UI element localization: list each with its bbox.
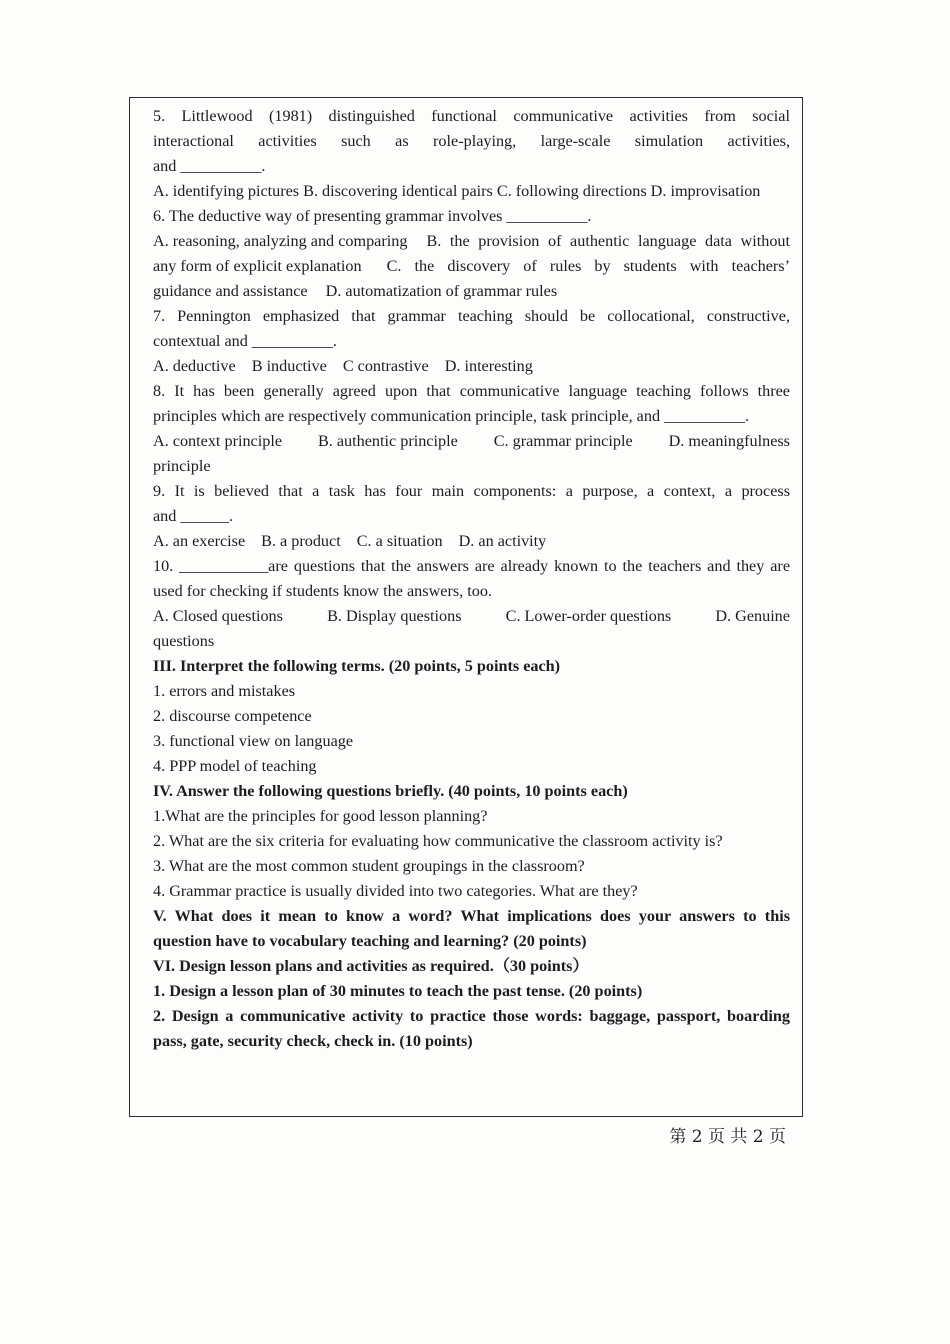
- question-5-options: A. identifying pictures B. discovering identical pairs C. following directions D. improvisation: [153, 182, 761, 200]
- section-3-item: 1. errors and mistakes: [153, 682, 296, 700]
- question-7-stem-line: 7. Pennington emphasized that grammar teaching should be collocational, constructive,: [153, 307, 790, 325]
- question-6-options-line: [153, 279, 790, 304]
- question-6: [153, 204, 790, 304]
- question-5-stem-line: 5. Littlewood (1981) distinguished functional communicative activities from social: [153, 107, 790, 125]
- question-9-option-c: C. a situation: [356, 532, 443, 550]
- question-5: [153, 104, 790, 204]
- question-5-stem-line: interactional activities such as role-playing, large-scale simulation activities,: [153, 132, 790, 150]
- question-7-option-b: B inductive: [251, 357, 327, 375]
- question-6-option-b-continued: any form of explicit explanation: [153, 257, 362, 275]
- question-6-options-line: [153, 229, 790, 254]
- question-9-option-d: D. an activity: [458, 532, 547, 550]
- question-8-option-d: D. meaningfulness: [668, 432, 790, 450]
- question-5-stem-line: and __________.: [153, 157, 266, 175]
- question-10-option-a: A. Closed questions: [153, 607, 283, 625]
- question-8-options-line: [153, 429, 790, 454]
- question-6-option-c: C. the discovery of rules by students with teachers’: [386, 257, 790, 275]
- section-6-task-2-line: 2. Design a communicative activity to practice those words: baggage, passport, boarding: [153, 1007, 790, 1025]
- question-10-stem-line: 10. ___________are questions that the answers are already known to the teachers and they are: [153, 557, 790, 575]
- section-3-item: 2. discourse competence: [153, 707, 312, 725]
- section-3: [153, 654, 790, 779]
- question-8-stem-line: principles which are respectively communication principle, task principle, and __________.: [153, 407, 750, 425]
- question-8-stem-line: 8. It has been generally agreed upon that communicative language teaching follows three: [153, 382, 790, 400]
- section-4-item: 1.What are the principles for good lesson planning?: [153, 807, 488, 825]
- section-5: [153, 904, 790, 954]
- section-4-heading: IV. Answer the following questions briefly. (40 points, 10 points each): [153, 782, 628, 800]
- exam-content: [153, 104, 790, 1054]
- section-4-item: 4. Grammar practice is usually divided into two categories. What are they?: [153, 882, 638, 900]
- question-10-option-d-continued: questions: [153, 632, 215, 650]
- section-5-heading-line: V. What does it mean to know a word? What implications does your answers to this: [153, 907, 790, 925]
- section-4-item: 3. What are the most common student groupings in the classroom?: [153, 857, 585, 875]
- question-10: [153, 554, 790, 654]
- question-6-option-b: B. the provision of authentic language data without: [426, 232, 790, 250]
- question-8-option-d-continued: principle: [153, 457, 211, 475]
- section-3-item: 4. PPP model of teaching: [153, 757, 317, 775]
- page-number: 第 2 页 共 2 页: [669, 1127, 786, 1147]
- question-7-option-c: C contrastive: [342, 357, 429, 375]
- question-9-option-a: A. an exercise: [153, 532, 246, 550]
- question-10-options-line: [153, 604, 790, 629]
- question-10-option-b: B. Display questions: [327, 607, 462, 625]
- question-9-option-b: B. a product: [261, 532, 341, 550]
- question-6-option-d: D. automatization of grammar rules: [325, 282, 558, 300]
- section-6: [153, 954, 790, 1054]
- section-4-item: 2. What are the six criteria for evaluating how communicative the classroom activity is?: [153, 832, 723, 850]
- question-8-option-c: C. grammar principle: [493, 432, 633, 450]
- question-7-options-line: [153, 354, 790, 379]
- question-7: [153, 304, 790, 379]
- section-6-heading: VI. Design lesson plans and activities as required.（30 points）: [153, 957, 589, 975]
- question-6-option-c-continued: guidance and assistance: [153, 282, 308, 300]
- question-6-options-line: [153, 254, 790, 279]
- question-7-option-a: A. deductive: [153, 357, 236, 375]
- section-6-task-2-line: pass, gate, security check, check in. (10 points): [153, 1032, 473, 1050]
- section-5-heading-line: question have to vocabulary teaching and learning? (20 points): [153, 932, 587, 950]
- section-3-heading: III. Interpret the following terms. (20 points, 5 points each): [153, 657, 561, 675]
- question-9: [153, 479, 790, 554]
- question-7-stem-line: contextual and __________.: [153, 332, 337, 350]
- question-7-option-d: D. interesting: [444, 357, 533, 375]
- question-6-stem-line: 6. The deductive way of presenting grammar involves __________.: [153, 207, 592, 225]
- question-9-stem-line: 9. It is believed that a task has four main components: a purpose, a context, a process: [153, 482, 790, 500]
- question-6-option-a: A. reasoning, analyzing and comparing: [153, 232, 408, 250]
- question-10-option-c: C. Lower-order questions: [505, 607, 672, 625]
- question-8-option-a: A. context principle: [153, 432, 283, 450]
- section-6-task-1: 1. Design a lesson plan of 30 minutes to teach the past tense. (20 points): [153, 982, 643, 1000]
- question-9-stem-line: and ______.: [153, 507, 234, 525]
- question-9-options-line: [153, 529, 790, 554]
- question-8-option-b: B. authentic principle: [317, 432, 458, 450]
- question-10-option-d: D. Genuine: [715, 607, 790, 625]
- question-10-stem-line: used for checking if students know the answers, too.: [153, 582, 492, 600]
- question-8: [153, 379, 790, 479]
- section-4: [153, 779, 790, 904]
- section-3-item: 3. functional view on language: [153, 732, 354, 750]
